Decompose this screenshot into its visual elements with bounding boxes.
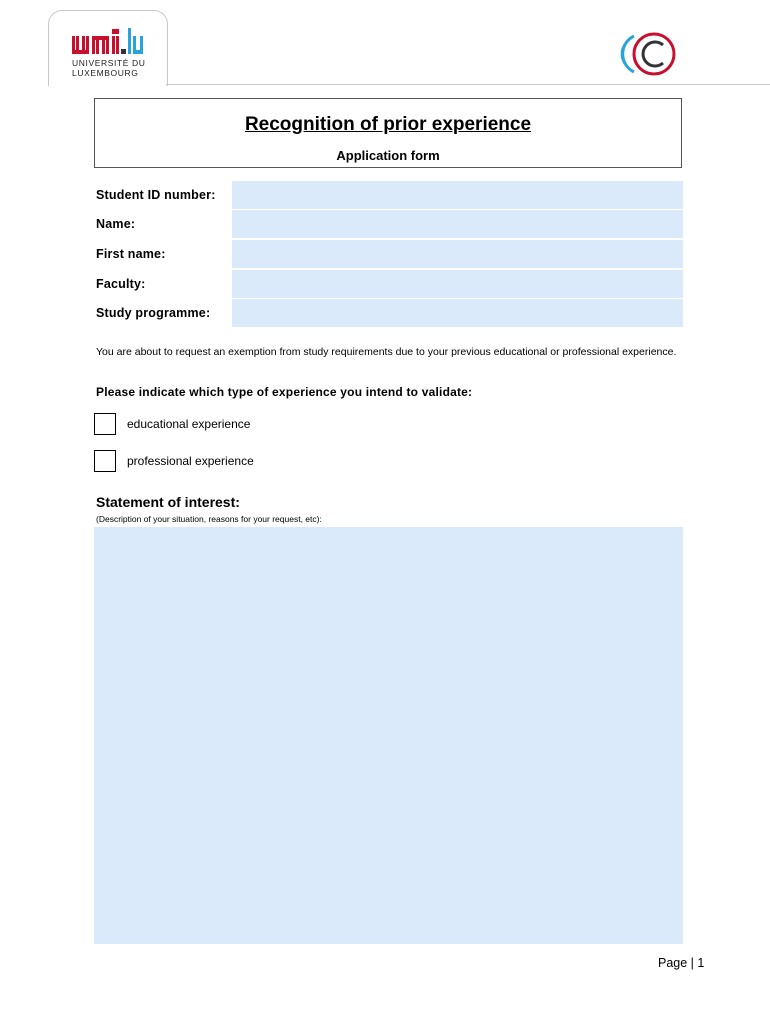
professional-label: professional experience bbox=[127, 454, 254, 468]
educational-label: educational experience bbox=[127, 417, 251, 431]
study-programme-label: Study programme: bbox=[96, 306, 211, 320]
faculty-label: Faculty: bbox=[96, 277, 146, 291]
student-id-label: Student ID number: bbox=[96, 188, 216, 202]
first-name-label: First name: bbox=[96, 247, 166, 261]
study-programme-input[interactable] bbox=[232, 299, 683, 327]
university-logo bbox=[72, 28, 145, 78]
field-row-study-programme bbox=[94, 299, 683, 327]
logo-subtitle bbox=[72, 58, 145, 78]
logo-subtitle-line2: LUXEMBOURG bbox=[72, 68, 139, 78]
first-name-input[interactable] bbox=[232, 240, 683, 268]
educational-checkbox[interactable] bbox=[94, 413, 116, 435]
student-id-input[interactable] bbox=[232, 181, 683, 209]
document-subtitle: Application form bbox=[336, 148, 440, 163]
field-row-faculty bbox=[94, 270, 683, 298]
field-row-student-id bbox=[94, 181, 683, 209]
statement-hint: (Description of your situation, reasons for your request, etc): bbox=[96, 514, 322, 524]
page-number: Page | 1 bbox=[658, 956, 705, 970]
header-rule bbox=[166, 84, 770, 85]
title-box bbox=[94, 98, 682, 168]
c-logo-icon bbox=[620, 30, 680, 78]
experience-prompt: Please indicate which type of experience you intend to validate: bbox=[96, 385, 473, 399]
faculty-input[interactable] bbox=[232, 270, 683, 298]
name-input[interactable] bbox=[232, 210, 683, 238]
field-row-first-name bbox=[94, 240, 683, 268]
field-row-name bbox=[94, 210, 683, 238]
statement-textarea[interactable] bbox=[94, 527, 683, 944]
document-title: Recognition of prior experience bbox=[244, 114, 532, 135]
intro-text: You are about to request an exemption from study requirements due to your previous educational or professional experience. bbox=[96, 346, 677, 358]
professional-checkbox[interactable] bbox=[94, 450, 116, 472]
logo-subtitle-line1: UNIVERSITÉ DU bbox=[72, 58, 146, 68]
uni-lu-logo-icon bbox=[72, 28, 144, 56]
name-label: Name: bbox=[96, 217, 136, 231]
statement-heading: Statement of interest: bbox=[96, 494, 240, 510]
